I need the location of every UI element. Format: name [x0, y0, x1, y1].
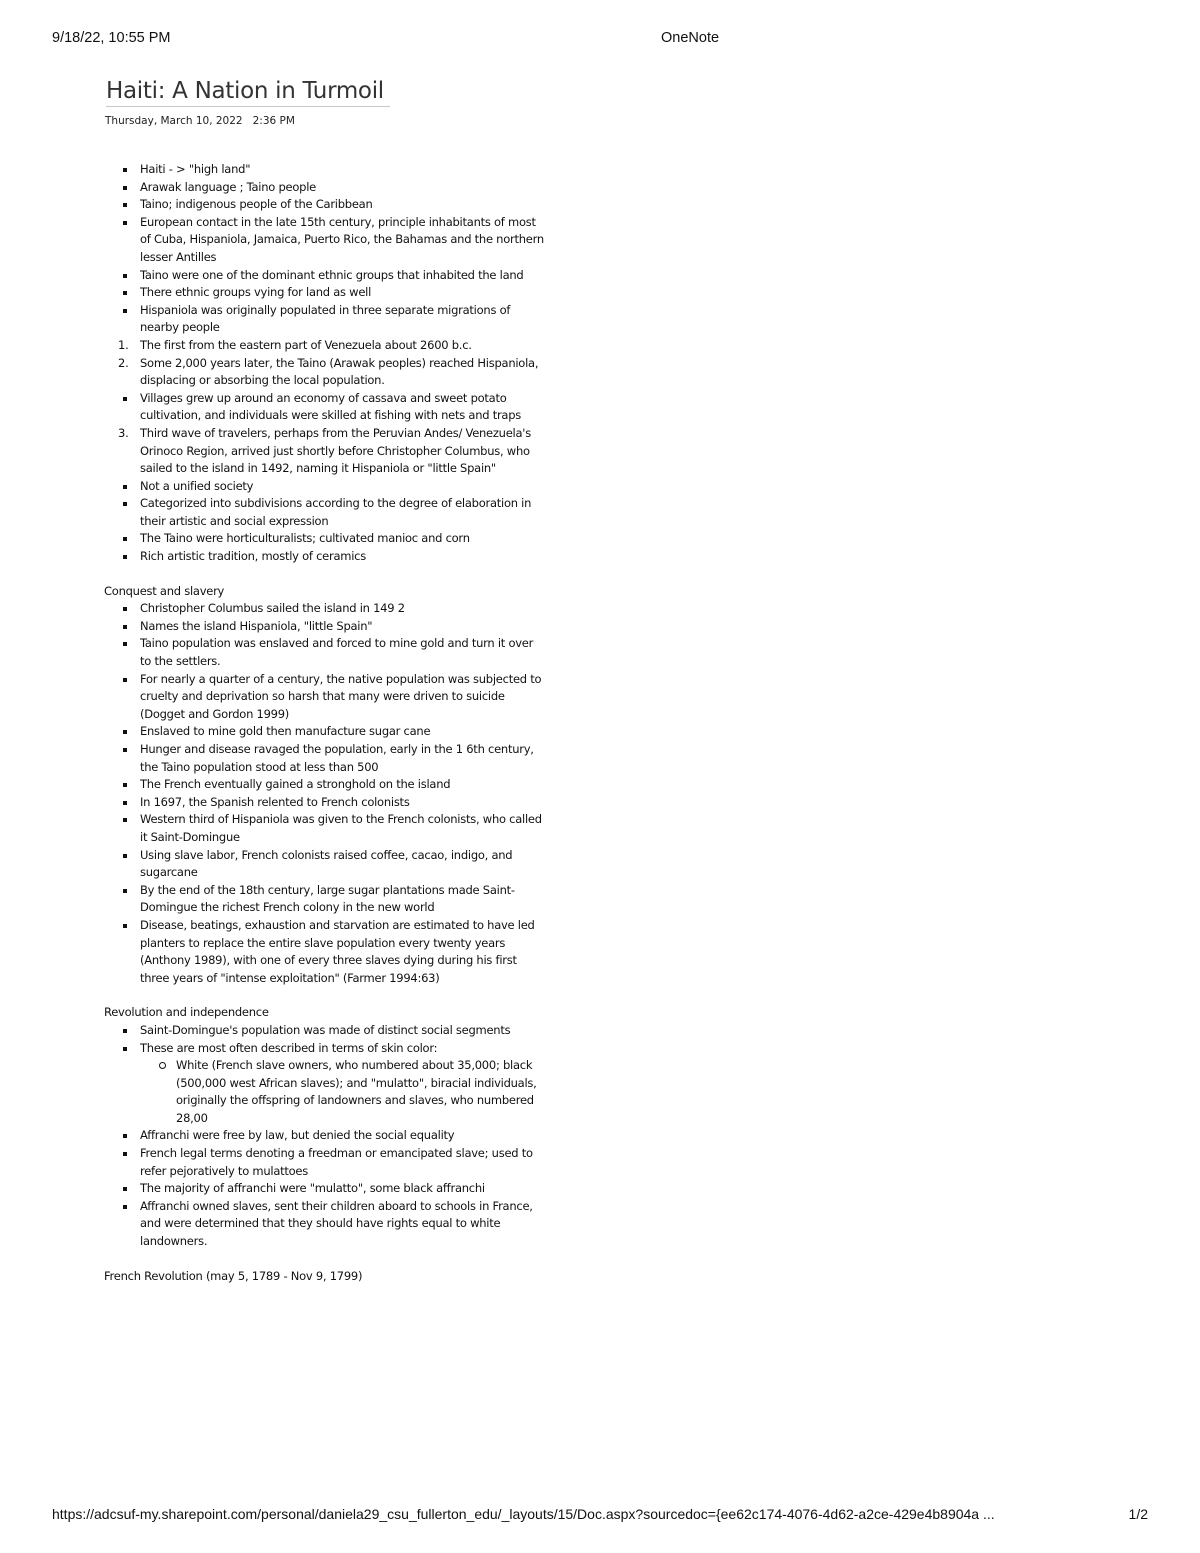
- print-header: [52, 30, 1148, 50]
- intro-list: [104, 161, 544, 566]
- section-heading-revolution: Revolution and independence: [104, 1005, 269, 1020]
- bullet-item: [104, 1198, 544, 1251]
- bullet-item: [104, 302, 544, 337]
- item-text: The Taino were horticulturalists; cultivated manioc and corn: [140, 531, 470, 546]
- item-text: Categorized into subdivisions according to the degree of elaboration in their artistic and social expression: [140, 496, 532, 528]
- bullet-item: [104, 196, 544, 214]
- note-title: Haiti: A Nation in Turmoil: [106, 78, 390, 107]
- item-text: These are most often described in terms of skin color:: [140, 1040, 438, 1055]
- bullet-item: [104, 671, 544, 724]
- item-number: 1.: [118, 337, 129, 352]
- item-text: Christopher Columbus sailed the island in 149 2: [140, 601, 405, 616]
- conquest-list: [104, 600, 544, 987]
- item-text: Villages grew up around an economy of cassava and sweet potato cultivation, and individuals were skilled at fishing with nets and traps: [140, 390, 522, 423]
- numbered-item: [104, 425, 544, 478]
- bullet-item: [104, 811, 544, 846]
- print-footer: [52, 1506, 1148, 1526]
- bullet-item: [104, 495, 544, 530]
- item-text: Using slave labor, French colonists raised coffee, cacao, indigo, and sugarcane: [140, 847, 513, 880]
- item-text: Taino; indigenous people of the Caribbean: [140, 197, 373, 212]
- print-url: https://adcsuf-my.sharepoint.com/personal/daniela29_csu_fullerton_edu/_layouts/15/Doc.aspx?sourcedoc={ee62c174-4076-4d62-a2ce-429e4b8904a ...: [52, 1506, 995, 1522]
- item-number: 3.: [118, 425, 129, 440]
- item-text: Not a unified society: [140, 478, 254, 493]
- item-text: In 1697, the Spanish relented to French colonists: [140, 794, 410, 809]
- note-content: [104, 161, 544, 1285]
- bullet-item: [104, 1127, 544, 1145]
- bullet-item: [104, 161, 544, 179]
- bullet-item: [104, 882, 544, 917]
- bullet-item: [104, 1145, 544, 1180]
- item-text: Enslaved to mine gold then manufacture sugar cane: [140, 724, 431, 739]
- item-text: By the end of the 18th century, large sugar plantations made Saint-Domingue the richest French colony in the new world: [140, 882, 515, 915]
- bullet-item: [104, 794, 544, 812]
- item-text: The French eventually gained a stronghold on the island: [140, 777, 451, 792]
- item-text: Rich artistic tradition, mostly of ceramics: [140, 549, 366, 564]
- note-date: Thursday, March 10, 2022: [105, 115, 243, 127]
- note-time: 2:36 PM: [252, 115, 295, 127]
- print-page-number: 1/2: [1128, 1506, 1148, 1522]
- item-text: Taino were one of the dominant ethnic groups that inhabited the land: [140, 267, 524, 282]
- item-text: European contact in the late 15th century, principle inhabitants of most of Cuba, Hispaniola, Jamaica, Puerto Rico, the Bahamas and the northern lesser Antilles: [140, 214, 544, 264]
- item-text: White (French slave owners, who numbered about 35,000; black (500,000 west African slaves); and "mulatto", biracial individuals, originally the offspring of landowners and slaves, who numbered 28,00: [176, 1058, 537, 1125]
- bullet-item: [104, 618, 544, 636]
- item-text: Affranchi owned slaves, sent their children aboard to schools in France, and were determined that they should have rights equal to white landowners.: [140, 1198, 533, 1249]
- bullet-item: [104, 635, 544, 670]
- item-text: Some 2,000 years later, the Taino (Arawak peoples) reached Hispaniola, displacing or absorbing the local population.: [140, 355, 539, 388]
- note-meta: [105, 115, 544, 127]
- item-text: Names the island Hispaniola, "little Spain": [140, 618, 373, 633]
- item-text: Disease, beatings, exhaustion and starvation are estimated to have led planters to replace the entire slave population every twenty years (Anthony 1989), with one of every three slaves dying during his first three years of "intense exploitation" (Farmer 1994:63): [140, 917, 535, 985]
- item-text: Haiti - > "high land": [140, 162, 251, 176]
- item-text: There ethnic groups vying for land as well: [140, 285, 372, 300]
- item-text: Hunger and disease ravaged the population, early in the 1 6th century, the Taino population stood at less than 500: [140, 742, 534, 774]
- item-text: Affranchi were free by law, but denied the social equality: [140, 1128, 455, 1143]
- bullet-item: [104, 1180, 544, 1198]
- item-text: The first from the eastern part of Venezuela about 2600 b.c.: [140, 337, 472, 352]
- bullet-item: [104, 1022, 544, 1040]
- bullet-item: [104, 478, 544, 496]
- bullet-item: [104, 267, 544, 285]
- item-text: The majority of affranchi were "mulatto", some black affranchi: [140, 1181, 485, 1196]
- item-text: Hispaniola was originally populated in three separate migrations of nearby people: [140, 302, 511, 335]
- bullet-item: [104, 741, 544, 776]
- print-datetime: 9/18/22, 10:55 PM: [52, 30, 171, 46]
- section-heading-french-revolution: French Revolution (may 5, 1789 - Nov 9, 1799): [104, 1268, 363, 1283]
- bullet-item: [104, 847, 544, 882]
- item-text: Arawak language ; Taino people: [140, 179, 316, 194]
- item-text: For nearly a quarter of a century, the native population was subjected to cruelty and deprivation so harsh that many were driven to suicide (Dogget and Gordon 1999): [140, 671, 542, 721]
- bullet-item: [104, 548, 544, 566]
- note-page: [104, 78, 544, 1285]
- bullet-item: [104, 214, 544, 267]
- section-heading-conquest: Conquest and slavery: [104, 583, 225, 598]
- item-text: French legal terms denoting a freedman or emancipated slave; used to refer pejoratively to mulattoes: [140, 1146, 533, 1178]
- print-app-name: OneNote: [661, 30, 720, 46]
- bullet-item: [104, 723, 544, 741]
- item-text: Western third of Hispaniola was given to the French colonists, who called it Saint-Domingue: [140, 812, 542, 844]
- bullet-item: [104, 284, 544, 302]
- bullet-item: [104, 600, 544, 618]
- bullet-item: [104, 1040, 544, 1058]
- bullet-item: [104, 776, 544, 794]
- bullet-item: [104, 390, 544, 425]
- bullet-item: [104, 917, 544, 987]
- bullet-item: [104, 179, 544, 197]
- sub-bullet-item: [104, 1057, 544, 1127]
- item-text: Saint-Domingue's population was made of distinct social segments: [140, 1022, 511, 1037]
- item-text: Third wave of travelers, perhaps from the Peruvian Andes/ Venezuela's Orinoco Region, arrived just shortly before Christopher Columbus, who sailed to the island in 1492, naming it Hispaniola or "little Spain": [140, 425, 531, 476]
- numbered-item: [104, 355, 544, 390]
- bullet-item: [104, 530, 544, 548]
- numbered-item: [104, 337, 544, 355]
- item-number: 2.: [118, 355, 129, 370]
- revolution-list: [104, 1022, 544, 1251]
- item-text: Taino population was enslaved and forced to mine gold and turn it over to the settlers.: [140, 636, 534, 669]
